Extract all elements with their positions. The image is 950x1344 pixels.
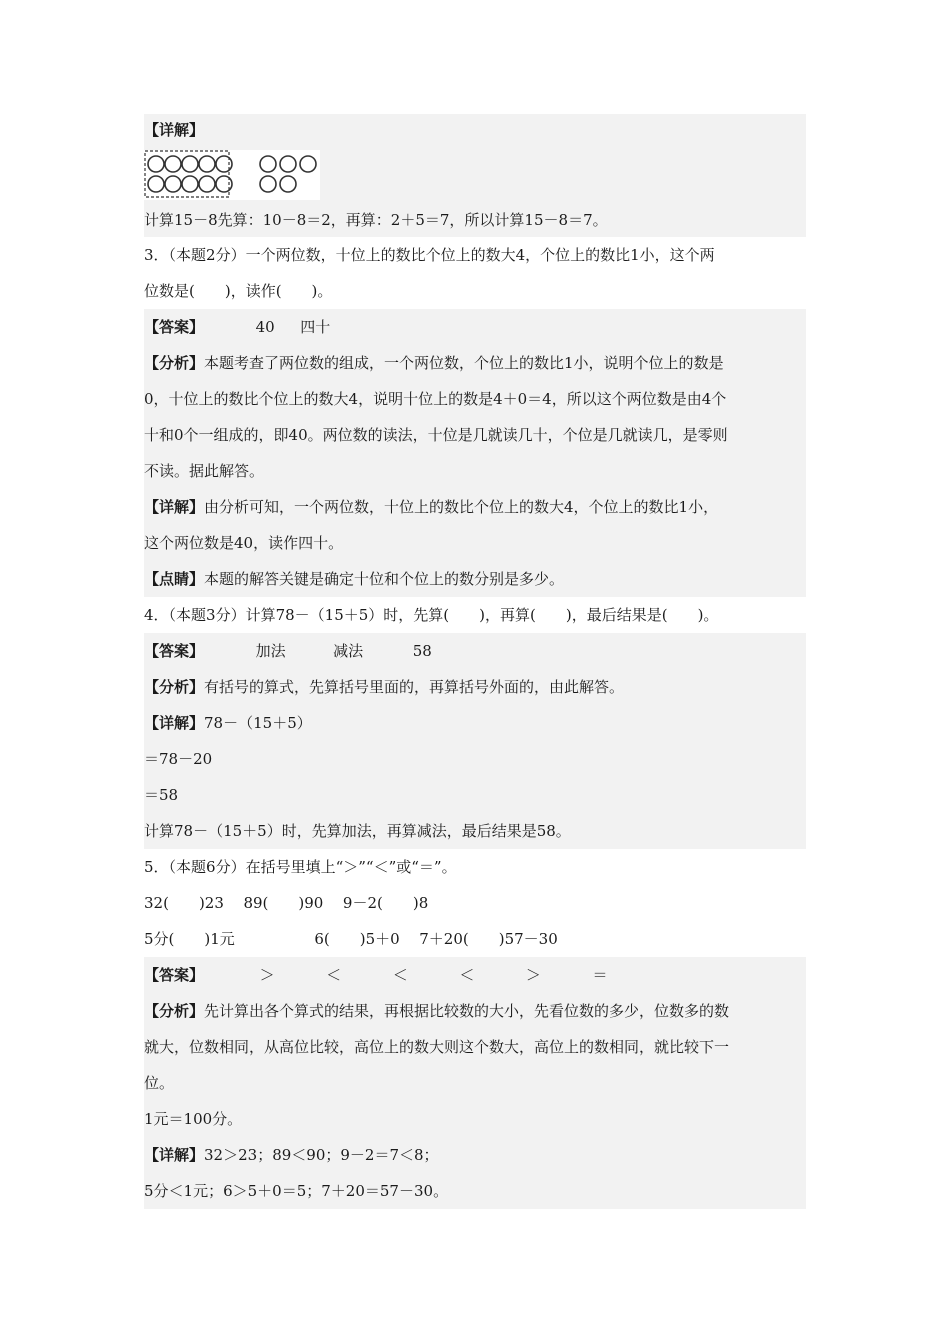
q5-analysis-text1: 先计算出各个算式的结果，再根据比较数的大小，先看位数的多少，位数多的数	[204, 1002, 730, 1020]
q4-detail-line3: ＝58	[144, 786, 179, 804]
q4-answer-line	[144, 633, 806, 669]
q5-answer-line	[144, 957, 806, 993]
q5-solution	[144, 957, 806, 1209]
tip-tag: 【点睛】	[144, 570, 205, 588]
detail-tag: 【详解】	[144, 498, 205, 516]
q3-stem-line2: 位数是( )，读作( )。	[144, 282, 333, 300]
q5-answer-4: ＜	[459, 966, 475, 984]
q4-answer-3: 58	[412, 642, 432, 660]
q5-stem	[144, 849, 806, 957]
detail-tag: 【详解】	[144, 714, 205, 732]
q3-detail-text1: 由分析可知，一个两位数，十位上的数比个位上的数大4，个位上的数比1小，	[204, 498, 719, 516]
circles-illustration	[144, 150, 320, 200]
circle-grouping-figure	[144, 147, 806, 204]
answer-tag: 【答案】	[144, 318, 205, 336]
q3-tip-line	[144, 561, 806, 597]
q4-analysis-line	[144, 669, 806, 705]
q5-item-2: 89( )90	[243, 894, 324, 912]
q5-detail-line1	[144, 1137, 806, 1173]
analysis-tag: 【分析】	[144, 354, 205, 372]
detail-tag: 【详解】	[144, 1146, 205, 1164]
q4-analysis-text: 有括号的算式，先算括号里面的，再算括号外面的，由此解答。	[204, 678, 625, 696]
analysis-tag: 【分析】	[144, 678, 205, 696]
q3-analysis-line2: 0，十位上的数比个位上的数大4，说明十位上的数是4＋0＝4，所以这个两位数是由4个	[144, 390, 727, 408]
q4-solution	[144, 633, 806, 849]
q2-detail-heading	[144, 114, 806, 147]
q5-answer-1: ＞	[259, 966, 275, 984]
q3-answer-1: 40	[255, 318, 275, 336]
q5-analysis-line2: 就大，位数相同，从高位比较，高位上的数大则这个数大，高位上的数相同，就比较下一	[144, 1038, 730, 1056]
q5-answer-3: ＜	[392, 966, 408, 984]
analysis-tag: 【分析】	[144, 1002, 205, 1020]
q3-detail-line2: 这个两位数是40，读作四十。	[144, 534, 344, 552]
q3-analysis-line3: 十和0个一组成的，即40。两位数的读法，十位是几就读几十，个位是几就读几，是零则	[144, 426, 728, 444]
q3-detail-line1	[144, 489, 806, 525]
q3-tip-text: 本题的解答关键是确定十位和个位上的数分别是多少。	[204, 570, 565, 588]
q5-analysis-line3: 位。	[144, 1074, 175, 1092]
q5-answer-5: ＞	[525, 966, 541, 984]
q4-detail-text1: 78－（15＋5）	[204, 714, 312, 732]
q3-answer-line	[144, 309, 806, 345]
q4-answer-1: 加法	[255, 642, 286, 660]
q5-detail-line2: 5分＜1元；6＞5＋0＝5；7＋20＝57－30。	[144, 1182, 449, 1200]
q4-stem-line: 4．（本题3分）计算78－（15＋5）时，先算( )，再算( )，最后结果是( )。	[144, 606, 719, 624]
q2-calc-text: 计算15－8先算：10－8＝2，再算：2＋5＝7，所以计算15－8＝7。	[144, 211, 608, 229]
q3-stem	[144, 237, 806, 309]
q4-answer-2: 减法	[333, 642, 364, 660]
answer-tag: 【答案】	[144, 642, 205, 660]
q4-detail-line4: 计算78－（15＋5）时，先算加法，再算减法，最后结果是58。	[144, 822, 571, 840]
worksheet-page	[144, 114, 806, 1209]
q5-item-1: 32( )23	[144, 894, 224, 912]
q5-row2	[144, 921, 806, 957]
q5-item-3: 9－2( )8	[342, 894, 429, 912]
q5-row1	[144, 885, 806, 921]
q5-answer-6: ＝	[592, 966, 608, 984]
q3-analysis-line4: 不读。据此解答。	[144, 462, 265, 480]
q5-detail-text1: 32＞23；89＜90；9－2＝7＜8；	[204, 1146, 439, 1164]
q5-analysis-line1	[144, 993, 806, 1029]
q4-detail-line2: ＝78－20	[144, 750, 213, 768]
q5-item-6: 7＋20( )57－30	[419, 930, 558, 948]
q3-answer-2: 四十	[300, 318, 331, 336]
q3-stem-line1: 3．（本题2分）一个两位数，十位上的数比个位上的数大4，个位上的数比1小，这个两	[144, 246, 715, 264]
q3-analysis-text1: 本题考查了两位数的组成，一个两位数，个位上的数比1小，说明个位上的数是	[204, 354, 724, 372]
detail-tag: 【详解】	[144, 121, 205, 139]
q3-analysis-line1	[144, 345, 806, 381]
q4-detail-line1	[144, 705, 806, 741]
q5-item-5: 6( )5＋0	[314, 930, 400, 948]
q5-item-4: 5分( )1元	[144, 930, 235, 948]
q5-stem-line: 5．（本题6分）在括号里填上“＞”“＜”或“＝”。	[144, 858, 457, 876]
q2-detail-block	[144, 114, 806, 237]
q5-answer-2: ＜	[326, 966, 342, 984]
q4-stem	[144, 597, 806, 633]
q3-solution	[144, 309, 806, 597]
q2-calc-line	[144, 204, 806, 237]
q5-analysis-line4: 1元＝100分。	[144, 1110, 243, 1128]
answer-tag: 【答案】	[144, 966, 205, 984]
